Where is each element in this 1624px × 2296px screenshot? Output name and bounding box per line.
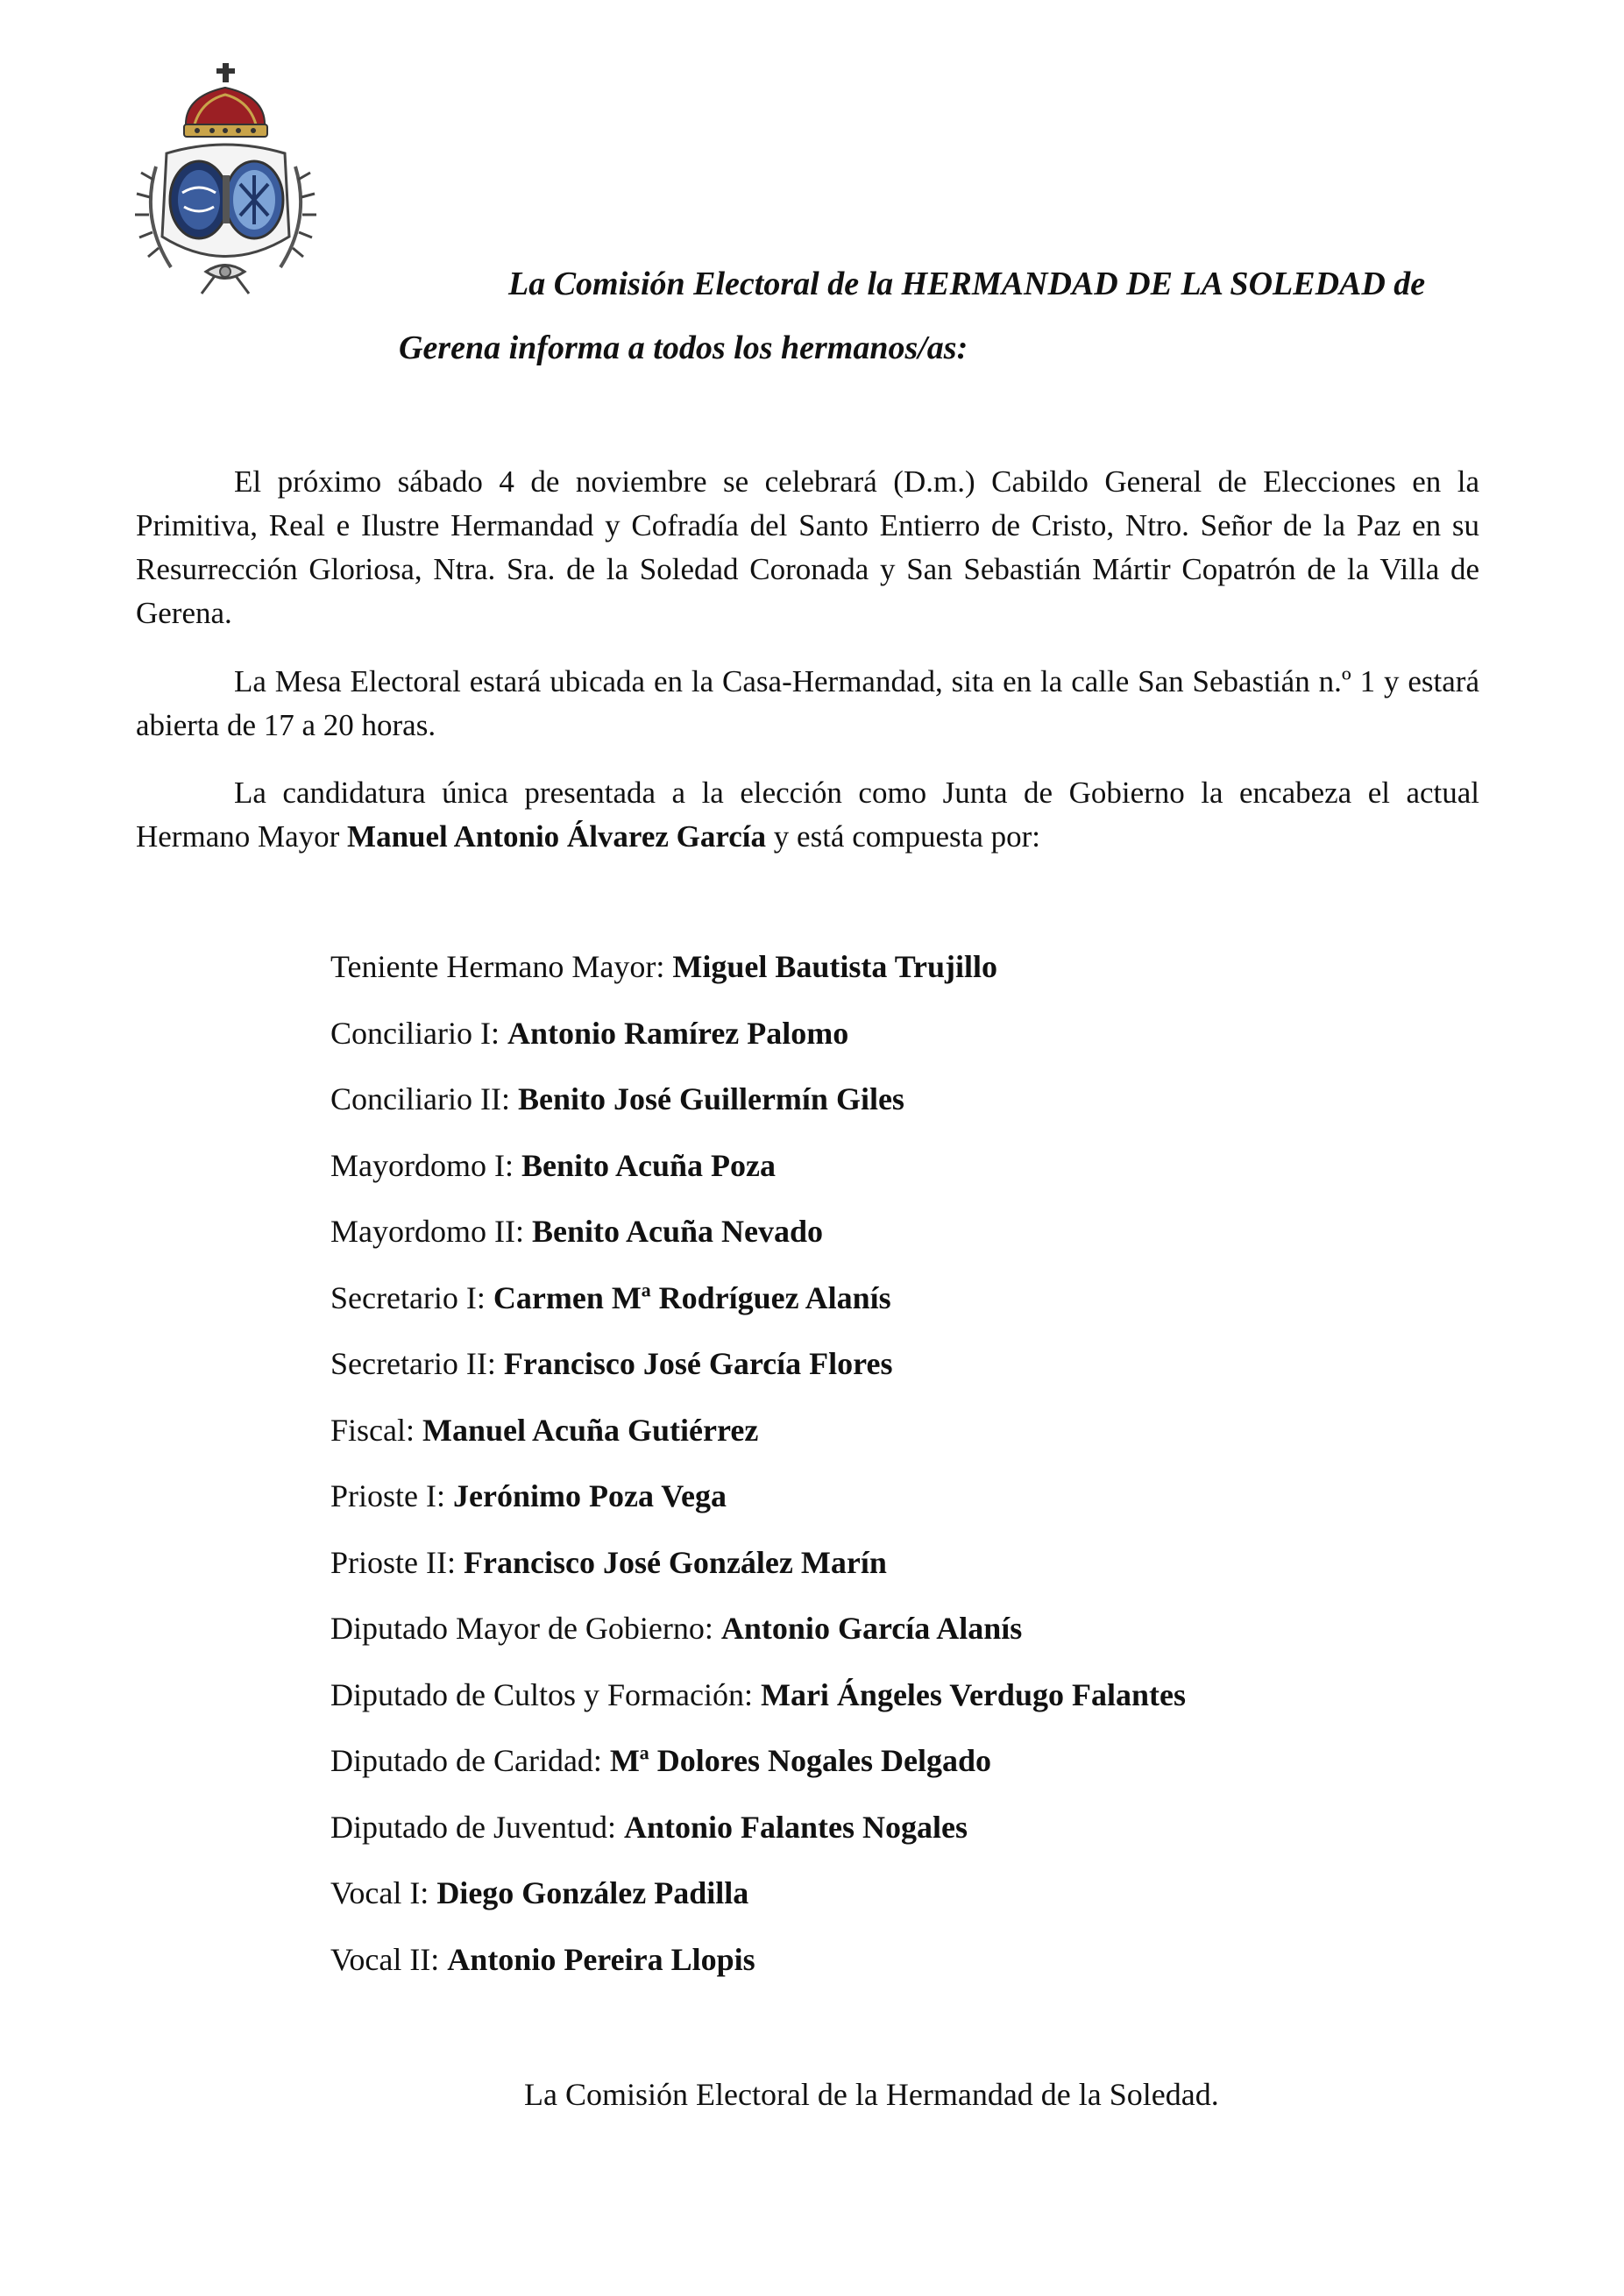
roster-name: Miguel Bautista Trujillo: [672, 949, 998, 984]
paragraph-location: [136, 660, 1479, 748]
heading-organization: HERMANDAD DE LA SOLEDAD: [901, 266, 1386, 302]
roster-role: Secretario I:: [330, 1279, 493, 1315]
roster-name: Benito Acuña Poza: [521, 1147, 776, 1183]
roster-role: Secretario II:: [330, 1346, 504, 1381]
signature-line: La Comisión Electoral de la Hermandad de la Soledad.: [524, 2077, 1219, 2112]
roster-item: [330, 1011, 1470, 1078]
roster-name: Benito José Guillermín Giles: [517, 1081, 904, 1116]
roster-name: Mª Dolores Nogales Delgado: [609, 1743, 991, 1778]
roster-item: [330, 1541, 1470, 1607]
roster-name: Francisco José González Marín: [463, 1544, 887, 1580]
roster-role: Prioste I:: [330, 1478, 453, 1513]
roster-role: Diputado de Cultos y Formación:: [330, 1676, 761, 1712]
roster-role: Conciliario I:: [330, 1015, 507, 1051]
roster-name: Antonio Falantes Nogales: [623, 1809, 968, 1845]
paragraph-announcement: [136, 460, 1479, 635]
roster-role: Teniente Hermano Mayor:: [330, 949, 673, 984]
roster-item: [330, 1938, 1470, 2004]
roster-role: Mayordomo II:: [330, 1214, 532, 1249]
roster-role: Fiscal:: [330, 1412, 422, 1448]
roster-item: [330, 1474, 1470, 1541]
roster-name: Antonio Ramírez Palomo: [507, 1015, 849, 1051]
roster-name: Antonio García Alanís: [720, 1611, 1023, 1646]
roster-item: [330, 1209, 1470, 1276]
roster-item: [330, 1144, 1470, 1210]
roster-item: [330, 1805, 1470, 1872]
roster-role: Diputado de Caridad:: [330, 1743, 610, 1778]
roster-item: [330, 1408, 1470, 1475]
roster-role: Conciliario II:: [330, 1081, 518, 1116]
hermandad-crest-logo: [131, 61, 320, 298]
roster-name: Manuel Acuña Gutiérrez: [422, 1412, 759, 1448]
roster-name: Francisco José García Flores: [503, 1346, 893, 1381]
candidate-roster: [330, 945, 1470, 2003]
roster-item: [330, 1739, 1470, 1805]
heading-line-2: Gerena informa a todos los hermanos/as:: [399, 330, 968, 366]
roster-name: Diego González Padilla: [436, 1875, 749, 1910]
roster-item: [330, 945, 1470, 1011]
paragraph-text: El próximo sábado 4 de noviembre se celebrará (D.m.) Cabildo General de Elecciones en la Primitiva, Real e Ilustre Hermandad y Cofradía del Santo Entierro de Cristo, Ntro. Señor de la Paz en su Resurrección Gloriosa, Ntra. Sra. de la Soledad Coronada y San Sebastián Mártir Copatrón de la Villa de Gerena.: [136, 464, 1479, 630]
roster-item: [330, 1342, 1470, 1408]
paragraph-text: [136, 771, 1479, 859]
roster-item: [330, 1276, 1470, 1343]
heading-line-1: [508, 265, 1425, 305]
candidacy-intro: La candidatura única presentada a la elección como Junta de Gobierno la encabeza el actual Hermano Mayor: [136, 776, 1479, 854]
roster-name: Jerónimo Poza Vega: [453, 1478, 727, 1513]
paragraph-candidacy: [136, 771, 1479, 859]
candidacy-outro: y está compuesta por:: [766, 819, 1041, 854]
roster-name: Antonio Pereira Llopis: [447, 1941, 755, 1977]
roster-name: Benito Acuña Nevado: [531, 1214, 824, 1249]
roster-role: Vocal I:: [330, 1875, 437, 1910]
roster-role: Mayordomo I:: [330, 1147, 521, 1183]
roster-role: Diputado de Juventud:: [330, 1809, 624, 1845]
roster-item: [330, 1871, 1470, 1938]
roster-name: Carmen Mª Rodríguez Alanís: [493, 1279, 891, 1315]
roster-role: Prioste II:: [330, 1544, 464, 1580]
roster-name: Mari Ángeles Verdugo Falantes: [760, 1676, 1186, 1712]
heading-prefix: La Comisión Electoral de la: [508, 266, 902, 302]
roster-item: [330, 1077, 1470, 1144]
roster-role: Diputado Mayor de Gobierno:: [330, 1611, 721, 1646]
hermano-mayor-name: Manuel Antonio Álvarez García: [347, 819, 767, 854]
paragraph-text: La Mesa Electoral estará ubicada en la Casa-Hermandad, sita en la calle San Sebastián n.º 1 y estará abierta de 17 a 20 horas.: [136, 664, 1479, 742]
heading-suffix: de: [1385, 266, 1426, 302]
roster-item: [330, 1606, 1470, 1673]
roster-item: [330, 1673, 1470, 1740]
roster-role: Vocal II:: [330, 1941, 448, 1977]
